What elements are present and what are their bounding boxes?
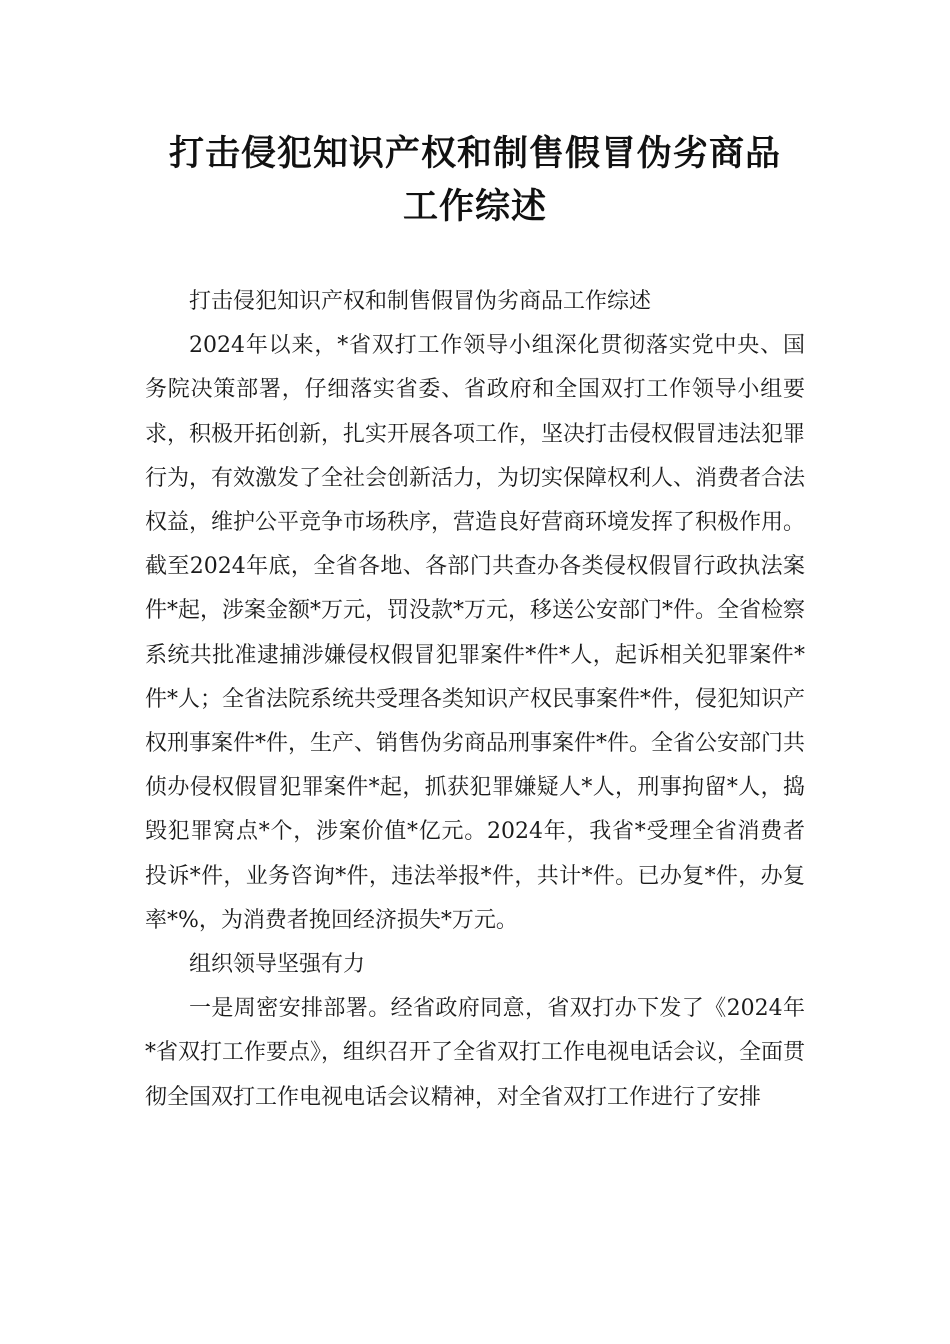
title-line-1: 打击侵犯知识产权和制售假冒伪劣商品	[168, 134, 781, 174]
section-heading: 组织领导坚强有力	[189, 952, 366, 978]
document-body	[145, 280, 805, 1120]
summary-paragraph: 2024年以来，*省双打工作领导小组深化贯彻落实党中央、国务院决策部署，仔细落实省委、省政府和全国双打工作领导小组要求，积极开拓创新，扎实开展各项工作，坚决打击侵权假冒违法犯罪行为，有效激发了全社会创新活力，为切实保障权利人、消费者合法权益，维护公平竞争市场秩序，营造良好营商环境发挥了积极作用。截至2024年底，全省各地、各部门共查办各类侵权假冒行政执法案件*起，涉案金额*万元，罚没款*万元，移送公安部门*件。全省检察系统共批准逮捕涉嫌侵权假冒犯罪案件*件*人，起诉相关犯罪案件*件*人；全省法院系统共受理各类知识产权民事案件*件，侵犯知识产权刑事案件*件，生产、销售伪劣商品刑事案件*件。全省公安部门共侦办侵权假冒犯罪案件*起，抓获犯罪嫌疑人*人，刑事拘留*人，捣毁犯罪窝点*个，涉案价值*亿元。2024年，我省*受理全省消费者投诉*件，业务咨询*件，违法举报*件，共计*件。已办复*件，办复率*%，为消费者挽回经济损失*万元。	[145, 333, 806, 933]
body-paragraph: 一是周密安排部署。经省政府同意，省双打办下发了《2024年*省双打工作要点》，组织召开了全省双打工作电视电话会议，全面贯彻全国双打工作电视电话会议精神，对全省双打工作进行了安排	[145, 996, 806, 1110]
title-line-2: 工作综述	[402, 187, 547, 227]
document-title	[100, 128, 850, 234]
subtitle-paragraph: 打击侵犯知识产权和制售假冒伪劣商品工作综述	[189, 289, 652, 314]
